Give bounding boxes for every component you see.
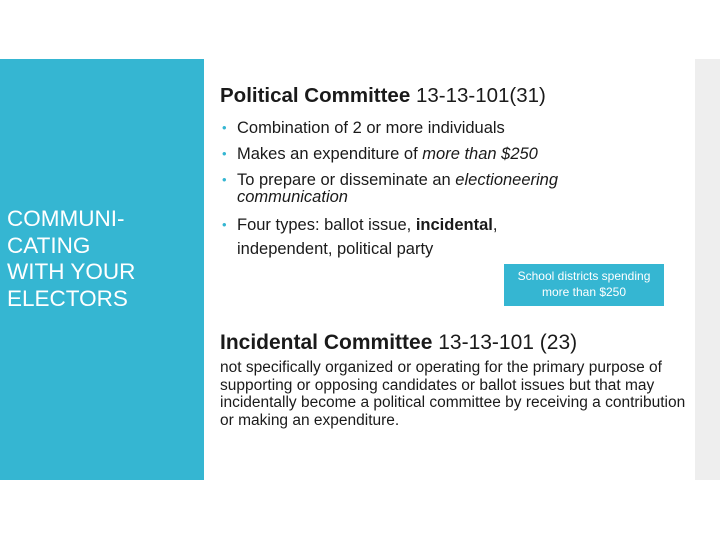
political-committee-bullets <box>220 118 650 259</box>
callout-line-1: School districts spending <box>517 269 651 283</box>
bullet-item: • Four types: ballot issue, incidental, independent, political party <box>220 215 650 259</box>
callout-line-2: more than $250 <box>541 285 627 299</box>
political-committee-heading <box>220 84 546 108</box>
heading-title: Political Committee <box>220 84 411 107</box>
incidental-committee-definition: not specifically organized or operating for the primary purpose of supporting or opposing candidates or ballot issues but that may incidentally become a political committee by receiving a contribution or making an expenditure. <box>220 359 686 429</box>
heading-ref: 13-13-101(31) <box>415 84 546 107</box>
bullet-item: • Makes an expenditure of more than $250 <box>222 145 538 163</box>
bullet-strong: incidental <box>415 216 493 234</box>
bullet-emphasis: more than $250 <box>422 145 538 163</box>
heading-ref: 13-13-101 (23) <box>438 331 578 354</box>
heading-title: Incidental Committee <box>220 331 433 354</box>
callout-box <box>504 264 664 306</box>
bullet-item: • Combination of 2 or more individuals <box>222 119 505 137</box>
incidental-committee-heading <box>220 331 577 355</box>
bullet-icon: • <box>222 172 227 187</box>
bullet-icon: • <box>222 120 227 135</box>
bullet-emphasis: electioneering <box>455 171 559 189</box>
bullet-continuation: independent, political party <box>237 240 434 258</box>
bullet-icon: • <box>222 217 227 232</box>
bullet-item: • To prepare or disseminate an electioneering communication <box>220 170 650 205</box>
slide-section-title: COMMUNI- CATING WITH YOUR ELECTORS <box>7 206 136 311</box>
bullet-icon: • <box>222 146 227 161</box>
right-edge-strip <box>695 59 720 480</box>
bullet-continuation: communication <box>237 188 348 206</box>
